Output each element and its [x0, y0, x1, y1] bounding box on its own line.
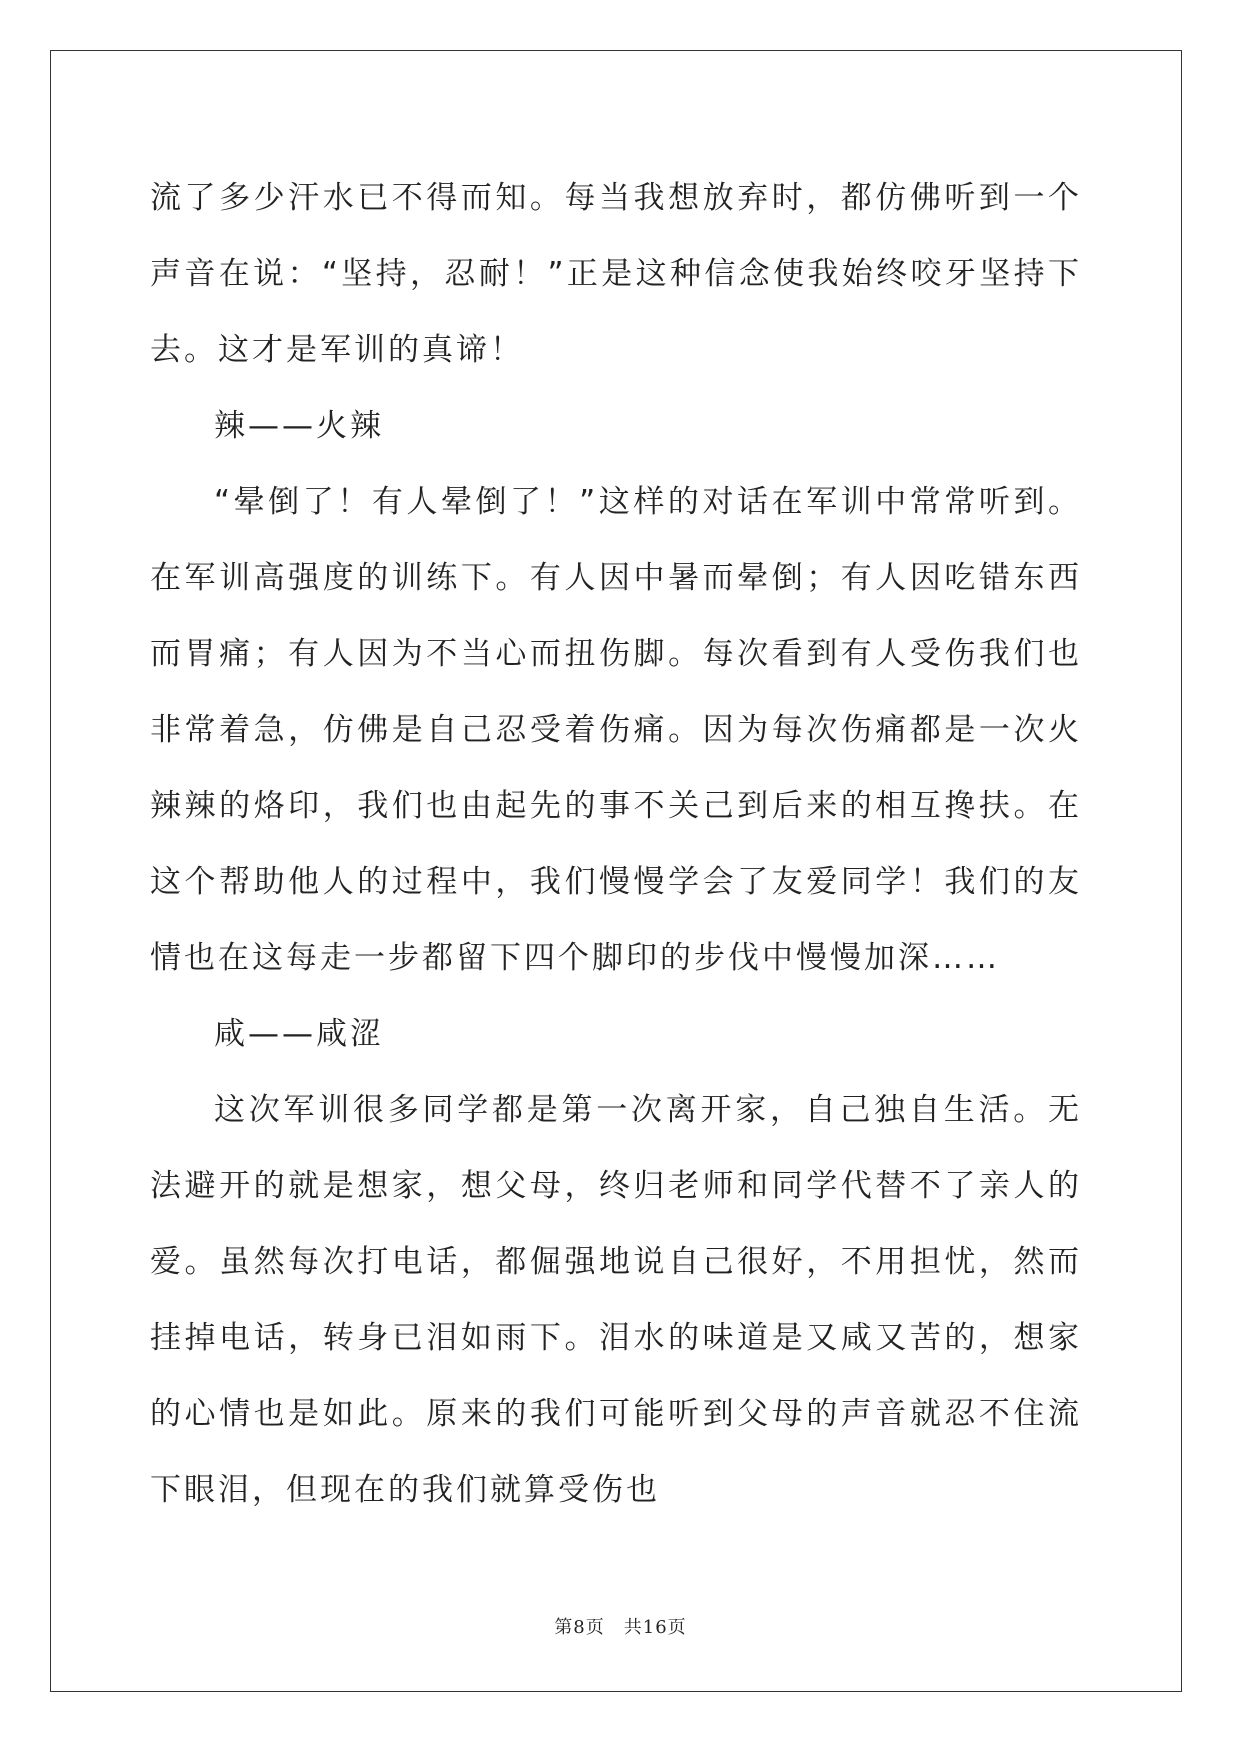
paragraph: “晕倒了！有人晕倒了！”这样的对话在军训中常常听到。在军训高强度的训练下。有人因中暑而晕倒；有人因吃错东西而胃痛；有人因为不当心而扭伤脚。每次看到有人受伤我们也非常着急，仿佛是自己忍受着伤痛。因为每次伤痛都是一次火辣辣的烙印，我们也由起先的事不关己到后来的相互搀扶。在这个帮助他人的过程中，我们慢慢学会了友爱同学！我们的友情也在这每走一步都留下四个脚印的步伐中慢慢加深…… — [150, 484, 1082, 976]
document-body — [150, 160, 1082, 1528]
paragraph: 这次军训很多同学都是第一次离开家，自己独自生活。无法避开的就是想家，想父母，终归老师和同学代替不了亲人的爱。虽然每次打电话，都倔强地说自己很好，不用担忧，然而挂掉电话，转身已泪如雨下。泪水的味道是又咸又苦的，想家的心情也是如此。原来的我们可能听到父母的声音就忍不住流下眼泪，但现在的我们就算受伤也 — [150, 1092, 1082, 1508]
paragraph: 流了多少汗水已不得而知。每当我想放弃时，都仿佛听到一个声音在说：“坚持，忍耐！”正是这种信念使我始终咬牙坚持下去。这才是军训的真谛！ — [150, 180, 1082, 368]
section-heading: 咸——咸涩 — [214, 1016, 384, 1052]
section-heading: 辣——火辣 — [214, 408, 384, 444]
page-footer: 第8页 共16页 — [554, 1617, 687, 1638]
